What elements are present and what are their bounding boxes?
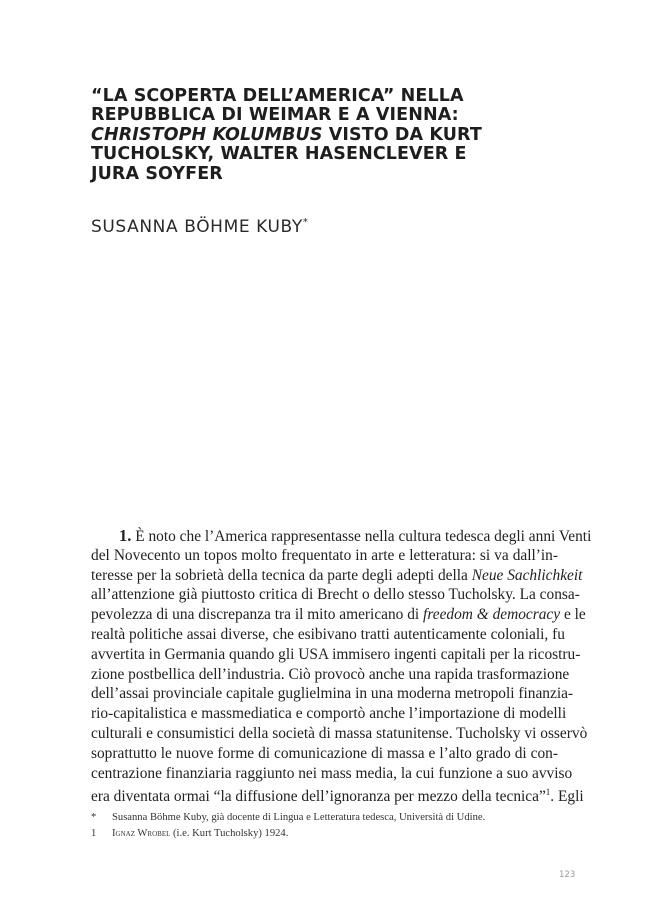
title-line-2: REPUBBLICA DI WEIMAR E A VIENNA: — [91, 105, 459, 126]
body-line: realtà politiche assai diverse, che esibivano tratti autenticamente coloniali, fu — [91, 625, 565, 643]
title-line-5: JURA SOYFER — [91, 163, 223, 184]
body-line: teresse per la sobrietà della tecnica da parte degli adepti della Neue Sachlichkeit — [91, 566, 583, 584]
body-line: all’attenzione già piuttosto critica di Brecht o dello stesso Tucholsky. La consa- — [91, 586, 580, 604]
title-line-3 — [91, 126, 521, 145]
body-line: era diventata ormai “la diffusione dell’ignoranza per mezzo della tecnica”$^1$. Egli — [91, 787, 584, 806]
body-line: culturali e consumistici della società di massa statunitense. Tucholsky vi osservò — [91, 724, 588, 742]
chapter-title — [91, 87, 521, 184]
footnote-author: Ignaz Wrobel — [112, 827, 171, 839]
title-line-3-rest: VISTO DA KURT — [322, 124, 482, 145]
body-line: centrazione finanziaria raggiunto nei mass media, la cui funzione a suo avviso — [91, 764, 573, 782]
section-number: 1. — [119, 526, 132, 545]
footnotes — [91, 810, 561, 841]
footnote-text: Ignaz Wrobel (i.e. Kurt Tucholsky) 1924. — [112, 827, 289, 839]
body-line: rio-capitalistica e massmediatica e comportò anche l’importazione di modelli — [91, 705, 567, 723]
body-line: del Novecento un topos molto frequentato in arte e letteratura: si va dall’in- — [91, 546, 558, 564]
author-name — [91, 213, 308, 237]
body-line: pevolezza di una discrepanza tra il mito americano di freedom & democracy e le — [91, 606, 586, 624]
body-paragraph — [91, 526, 592, 806]
body-line: 1. È noto che l’America rappresentasse nella cultura tedesca degli anni Venti — [119, 526, 592, 545]
title-italic-work: CHRISTOPH KOLUMBUS — [91, 124, 323, 145]
body-line: dell’assai provinciale capitale guglielmina in una moderna metropoli finanzia- — [91, 685, 574, 703]
title-line-1: “LA SCOPERTA DELL’AMERICA” NELLA — [91, 86, 464, 106]
author-name-text: SUSANNA BÖHME KUBY — [91, 217, 303, 237]
body-line: soprattutto le nuove forme di comunicazione di massa e l’alto grado di con- — [91, 744, 558, 762]
footnote-text: Susanna Böhme Kuby, già docente di Lingua e Letteratura tedesca, Università di Udine. — [112, 812, 486, 823]
italic-term: Neue Sachlichkeit — [471, 566, 583, 584]
body-line: avvertita in Germania quando gli USA immisero ingenti capitali per la ricostru- — [91, 645, 581, 663]
footnote — [91, 810, 561, 826]
footnote-ref: 1 — [545, 787, 551, 798]
footnote-mark: 1 — [91, 827, 97, 839]
italic-term: freedom & democracy — [423, 606, 561, 624]
author-footnote-mark: * — [302, 217, 309, 228]
title-line-4: TUCHOLSKY, WALTER HASENCLEVER E — [91, 144, 467, 165]
page-number: 123 — [559, 870, 576, 880]
footnote-mark: * — [91, 812, 97, 823]
body-line: zione postbellica dell’industria. Ciò provocò anche una rapida trasformazione — [91, 665, 570, 683]
footnote — [91, 826, 561, 842]
